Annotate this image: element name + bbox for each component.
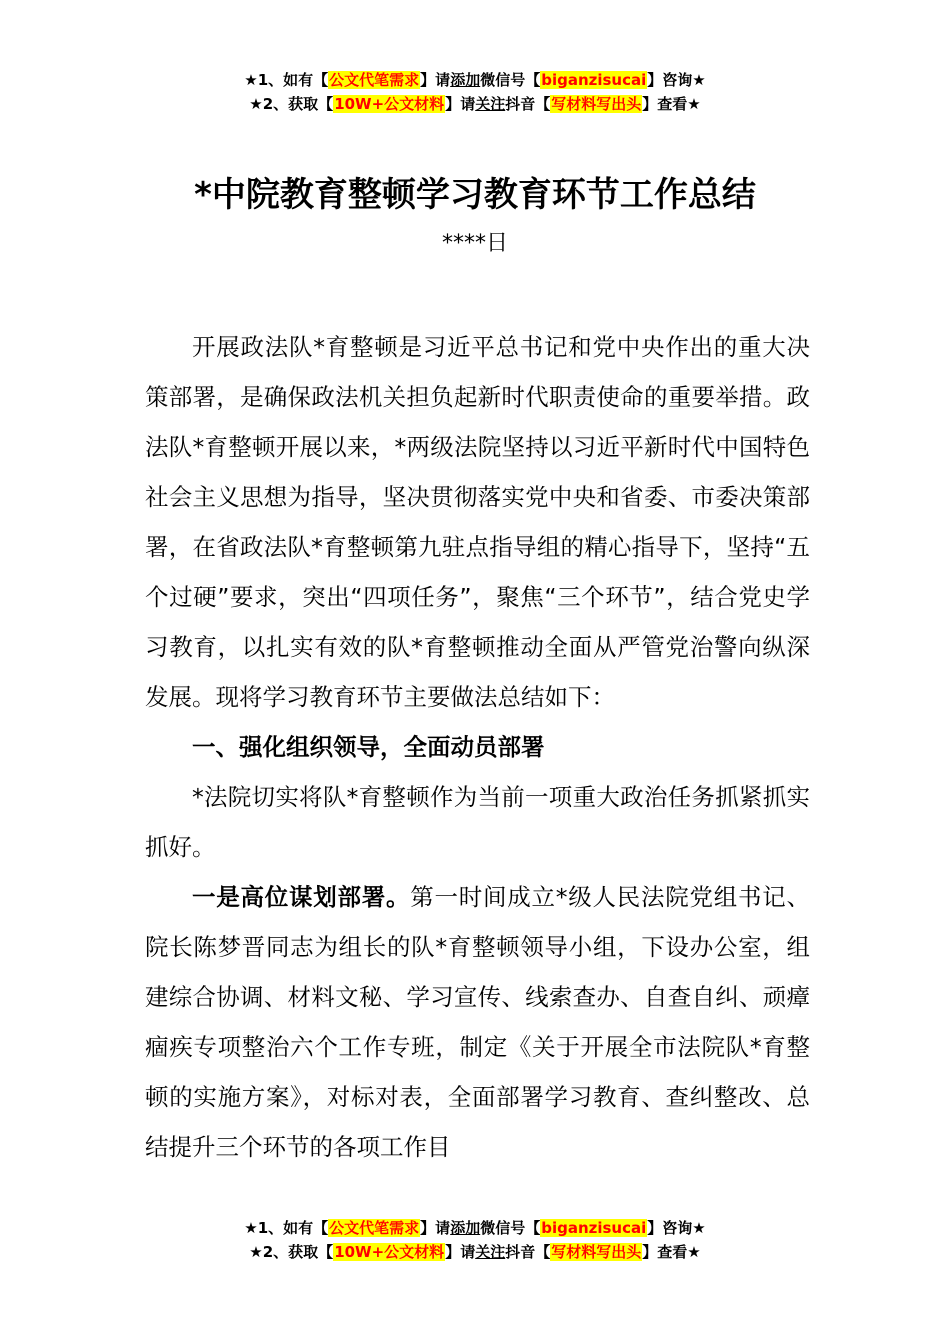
item-lead: 一是高位谋划部署。 — [192, 883, 411, 911]
promo-highlight: 公文代笔需求 — [329, 71, 420, 89]
promo-line-2: ★2、获取【10W+公文材料】请关注抖音【写材料写出头】查看★ — [249, 1243, 701, 1261]
promo-highlight: 公文代笔需求 — [329, 1219, 420, 1237]
section-paragraph: *法院切实将队*育整顿作为当前一项重大政治任务抓紧抓实抓好。 — [145, 783, 810, 861]
promo-line-2: ★2、获取【10W+公文材料】请关注抖音【写材料写出头】查看★ — [249, 95, 701, 113]
intro-paragraph: 开展政法队*育整顿是习近平总书记和党中央作出的重大决策部署，是确保政法机关担负起新时代职责使命的重要举措。政法队*育整顿开展以来，*两级法院坚持以习近平新时代中国特色社会主义思想为指导，坚决贯彻落实党中央和省委、市委决策部署，在省政法队*育整顿第九驻点指导组的精心指导下，坚持“五个过硬”要求，突出“四项任务”，聚焦“三个环节”，结合党史学习教育，以扎实有效的队*育整顿推动全面从严管党治警向纵深发展。现将学习教育环节主要做法总结如下： — [145, 333, 810, 711]
bottom-promo-banner — [0, 1216, 950, 1264]
promo-highlight: 写材料写出头 — [551, 95, 642, 113]
document-title: *中院教育整顿学习教育环节工作总结 — [194, 175, 756, 215]
document-body — [145, 322, 810, 1172]
promo-highlight: biganzisucai — [541, 1219, 647, 1237]
promo-highlight: 10W+公文材料 — [334, 1243, 445, 1261]
promo-line-1: ★1、如有【公文代笔需求】请添加微信号【biganzisucai】咨询★ — [244, 1219, 706, 1237]
section-heading: 一、强化组织领导，全面动员部署 — [192, 733, 545, 761]
promo-highlight: 10W+公文材料 — [334, 95, 445, 113]
item-paragraph: 一是高位谋划部署。第一时间成立*级人民法院党组书记、院长陈梦晋同志为组长的队*育整顿领导小组，下设办公室，组建综合协调、材料文秘、学习宣传、线索查办、自查自纠、顽瘴痼疾专项整治六个工作专班，制定《关于开展全市法院队*育整顿的实施方案》，对标对表，全面部署学习教育、查纠整改、总结提升三个环节的各项工作目 — [145, 883, 810, 1161]
promo-line-1: ★1、如有【公文代笔需求】请添加微信号【biganzisucai】咨询★ — [244, 71, 706, 89]
promo-highlight: 写材料写出头 — [551, 1243, 642, 1261]
promo-highlight: biganzisucai — [541, 71, 647, 89]
top-promo-banner — [0, 68, 950, 116]
document-date: ****日 — [441, 231, 508, 256]
